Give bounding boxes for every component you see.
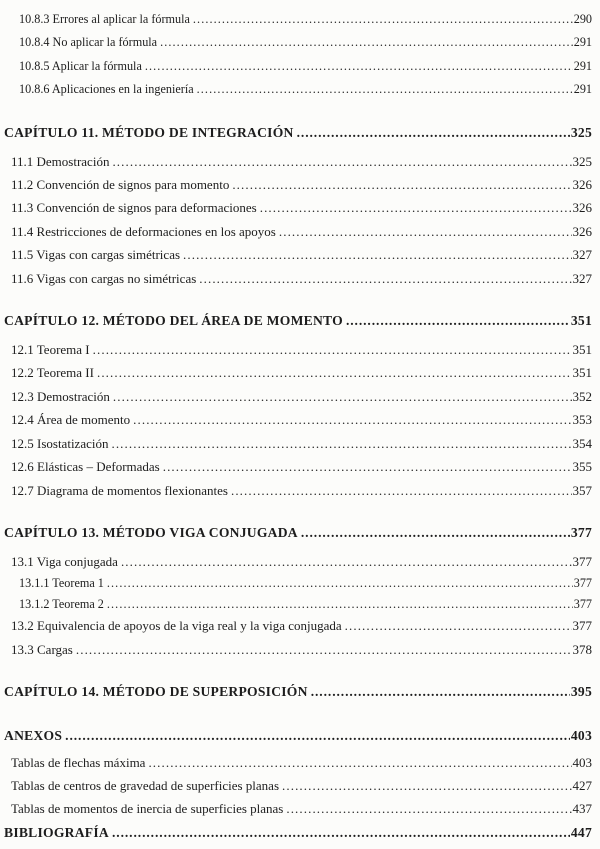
toc-entry-page: 291 xyxy=(573,82,592,97)
dot-leader xyxy=(282,774,571,797)
toc-entry-label: CAPÍTULO 14. MÉTODO DE SUPERPOSICIÓN xyxy=(4,684,308,700)
toc-entry-label: CAPÍTULO 12. MÉTODO DEL ÁREA DE MOMENTO xyxy=(4,313,343,329)
toc-entry-label: Tablas de momentos de inercia de superficies planas xyxy=(11,801,284,817)
toc-entry-page: 352 xyxy=(572,388,592,404)
toc-entry xyxy=(11,361,592,384)
toc-chapter-heading xyxy=(4,308,592,334)
toc-entry-label: 13.2 Equivalencia de apoyos de la viga real y la viga conjugada xyxy=(11,618,342,634)
toc-entry-page: 377 xyxy=(573,576,592,591)
toc-entry xyxy=(11,774,592,797)
toc-entry xyxy=(11,385,592,408)
toc-entry-label: CAPÍTULO 11. MÉTODO DE INTEGRACIÓN xyxy=(4,124,294,140)
toc-entry-label: 10.8.3 Errores al aplicar la fórmula xyxy=(19,12,190,26)
toc-entry xyxy=(11,243,592,266)
dot-leader xyxy=(286,797,571,820)
toc-entry-page: 290 xyxy=(573,12,592,26)
toc-entry xyxy=(11,196,592,219)
toc-entry-page: 351 xyxy=(570,313,592,329)
toc-entry xyxy=(19,573,592,594)
dot-leader xyxy=(76,638,572,661)
dot-leader xyxy=(297,120,570,146)
dot-leader xyxy=(193,8,573,31)
toc-entry xyxy=(11,455,592,478)
dot-leader xyxy=(148,751,571,774)
toc-entry-page: 351 xyxy=(572,365,592,381)
dot-leader xyxy=(97,361,572,384)
toc-entry-label: 13.1 Viga conjugada xyxy=(11,553,118,569)
toc-entry-page: 327 xyxy=(572,247,592,263)
toc-entry xyxy=(19,31,592,54)
dot-leader xyxy=(65,723,570,749)
toc-chapter-heading xyxy=(4,679,592,705)
toc-entry xyxy=(11,267,592,290)
dot-leader xyxy=(279,220,572,243)
toc-entry xyxy=(11,338,592,361)
toc-entry-label: 10.8.5 Aplicar la fórmula xyxy=(19,58,142,73)
toc-entry-label: 11.1 Demostración xyxy=(11,153,110,169)
toc-entry-page: 437 xyxy=(572,801,592,817)
toc-entry-page: 447 xyxy=(570,825,592,841)
toc-entry xyxy=(19,78,592,101)
toc-entry-label: 13.3 Cargas xyxy=(11,641,73,657)
toc-entry-label: 10.8.6 Aplicaciones en la ingeniería xyxy=(19,82,194,97)
toc-entry-label: 11.2 Convención de signos para momento xyxy=(11,177,230,193)
dot-leader xyxy=(107,573,573,594)
toc-entry-label: ANEXOS xyxy=(4,728,63,744)
toc-entry xyxy=(19,594,592,615)
toc-entry-label: 13.1.2 Teorema 2 xyxy=(19,596,104,611)
dot-leader xyxy=(112,150,571,173)
dot-leader xyxy=(232,173,571,196)
toc-entry-page: 357 xyxy=(572,482,592,498)
dot-leader xyxy=(163,455,572,478)
toc-entry-label: 11.4 Restricciones de deformaciones en los apoyos xyxy=(11,223,276,239)
toc-entry xyxy=(19,55,592,78)
toc-chapter-heading xyxy=(4,820,592,846)
toc-entry xyxy=(11,614,592,637)
toc-entry-page: 403 xyxy=(570,728,592,744)
dot-leader xyxy=(111,432,571,455)
toc-entry xyxy=(11,479,592,502)
dot-leader xyxy=(160,31,573,54)
toc-entry-label: Tablas de centros de gravedad de superficies planas xyxy=(11,778,280,794)
toc-entry-page: 377 xyxy=(570,524,592,540)
toc-entry-page: 291 xyxy=(573,58,592,73)
toc-entry-page: 327 xyxy=(572,270,592,286)
toc-entry-page: 377 xyxy=(572,553,592,569)
dot-leader xyxy=(260,196,572,219)
toc-entry-label: 12.4 Área de momento xyxy=(11,412,131,428)
toc-entry xyxy=(11,173,592,196)
toc-entry-label: 12.7 Diagrama de momentos flexionantes xyxy=(11,482,228,498)
toc-entry-page: 378 xyxy=(572,641,592,657)
dot-leader xyxy=(346,308,570,334)
toc-entry-label: 12.1 Teorema I xyxy=(11,342,90,358)
toc-entry-label: 12.5 Isostatización xyxy=(11,435,109,451)
toc-entry-page: 395 xyxy=(570,684,592,700)
toc-entry xyxy=(11,751,592,774)
toc-entry xyxy=(11,432,592,455)
toc-entry-page: 326 xyxy=(572,200,592,216)
toc-chapter-heading xyxy=(4,120,592,146)
toc-entry-label: CAPÍTULO 13. MÉTODO VIGA CONJUGADA xyxy=(4,524,298,540)
toc-entry-label: BIBLIOGRAFÍA xyxy=(4,825,109,841)
toc-entry-page: 377 xyxy=(572,618,592,634)
toc-entry-page: 355 xyxy=(572,459,592,475)
toc-entry xyxy=(11,150,592,173)
toc-entry-page: 291 xyxy=(573,35,592,50)
toc-chapter-heading xyxy=(4,723,592,749)
toc-entry-label: 11.3 Convención de signos para deformaciones xyxy=(11,200,257,216)
toc-entry-page: 351 xyxy=(572,342,592,358)
dot-leader xyxy=(145,55,573,78)
dot-leader xyxy=(107,594,573,615)
toc-entry-label: 13.1.1 Teorema 1 xyxy=(19,576,104,591)
toc-entry-page: 325 xyxy=(572,153,592,169)
toc-entry-label: 12.2 Teorema II xyxy=(11,365,94,381)
toc-entry-page: 326 xyxy=(572,177,592,193)
toc-entry-page: 326 xyxy=(572,223,592,239)
toc-entry xyxy=(19,8,592,31)
toc-entry-page: 427 xyxy=(572,778,592,794)
toc-entry-page: 403 xyxy=(572,755,592,771)
toc-entry xyxy=(11,408,592,431)
dot-leader xyxy=(121,550,572,573)
dot-leader xyxy=(199,267,571,290)
toc-entry xyxy=(11,220,592,243)
toc-entry xyxy=(11,550,592,573)
dot-leader xyxy=(93,338,572,361)
toc-entry-label: 10.8.4 No aplicar la fórmula xyxy=(19,35,158,50)
toc-entry-page: 325 xyxy=(570,124,592,140)
toc-chapter-heading xyxy=(4,520,592,546)
dot-leader xyxy=(183,243,571,266)
dot-leader xyxy=(311,679,570,705)
dot-leader xyxy=(133,408,571,431)
toc-entry-page: 377 xyxy=(573,596,592,611)
dot-leader xyxy=(197,78,573,101)
dot-leader xyxy=(345,614,572,637)
dot-leader xyxy=(231,479,572,502)
dot-leader xyxy=(301,520,570,546)
toc-entry-page: 353 xyxy=(572,412,592,428)
dot-leader xyxy=(112,820,570,846)
toc-entry-label: 12.6 Elásticas – Deformadas xyxy=(11,459,160,475)
toc-entry xyxy=(11,797,592,820)
toc-entry-page: 354 xyxy=(572,435,592,451)
dot-leader xyxy=(113,385,572,408)
toc-entry xyxy=(11,638,592,661)
toc-entry-label: 12.3 Demostración xyxy=(11,388,110,404)
toc-entry-label: 11.6 Vigas con cargas no simétricas xyxy=(11,270,197,286)
toc-entry-label: Tablas de flechas máxima xyxy=(11,755,146,771)
toc-entry-label: 11.5 Vigas con cargas simétricas xyxy=(11,247,181,263)
